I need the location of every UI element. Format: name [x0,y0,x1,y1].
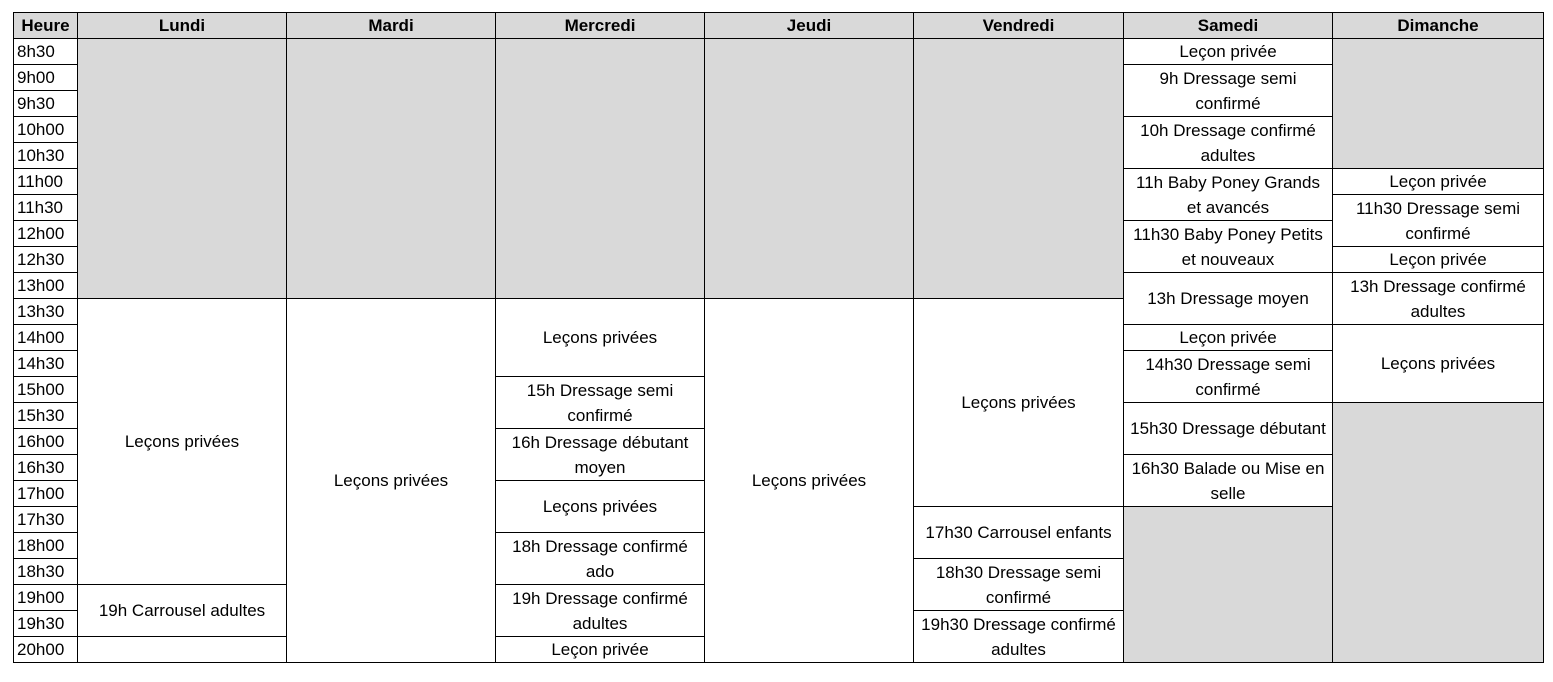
time-label: 14h00 [14,325,78,351]
time-label: 18h30 [14,559,78,585]
header-day-jeudi: Jeudi [705,13,914,39]
lesson-cell-lundi: Leçons privées [78,299,287,585]
lesson-cell-dimanche: Leçon privée [1333,169,1544,195]
empty-slot-samedi-evening [1124,507,1333,663]
schedule-container [13,12,1544,663]
lesson-cell-mercredi: Leçons privées [496,299,705,377]
time-label: 10h30 [14,143,78,169]
lesson-cell-samedi: 16h30 Balade ou Mise en selle [1124,455,1333,507]
time-label: 9h30 [14,91,78,117]
lesson-cell-dimanche: Leçon privée [1333,247,1544,273]
lesson-cell-samedi: 13h Dressage moyen [1124,273,1333,325]
time-label: 8h30 [14,39,78,65]
time-label: 11h00 [14,169,78,195]
time-label: 19h00 [14,585,78,611]
lesson-cell-vendredi: 18h30 Dressage semi confirmé [914,559,1124,611]
empty-slot-jeudi-morning [705,39,914,299]
header-day-dimanche: Dimanche [1333,13,1544,39]
lesson-cell-samedi: 9h Dressage semi confirmé [1124,65,1333,117]
lesson-cell-samedi: Leçon privée [1124,39,1333,65]
lesson-cell-samedi: 11h30 Baby Poney Petits et nouveaux [1124,221,1333,273]
lesson-cell-mardi: Leçons privées [287,299,496,663]
time-label: 16h00 [14,429,78,455]
lesson-cell-samedi: 15h30 Dressage débutant [1124,403,1333,455]
header-day-samedi: Samedi [1124,13,1333,39]
lesson-cell-samedi: Leçon privée [1124,325,1333,351]
time-label: 15h30 [14,403,78,429]
lesson-cell-mercredi: Leçon privée [496,637,705,663]
empty-slot-lundi-20h [78,637,287,663]
lesson-cell-mercredi: 19h Dressage confirmé adultes [496,585,705,637]
lesson-cell-dimanche: Leçons privées [1333,325,1544,403]
time-label: 17h00 [14,481,78,507]
time-label: 13h00 [14,273,78,299]
empty-slot-lundi-morning [78,39,287,299]
header-day-vendredi: Vendredi [914,13,1124,39]
time-label: 12h00 [14,221,78,247]
time-label: 17h30 [14,507,78,533]
time-label: 10h00 [14,117,78,143]
lesson-cell-mercredi: 16h Dressage débutant moyen [496,429,705,481]
lesson-cell-samedi: 11h Baby Poney Grands et avancés [1124,169,1333,221]
header-day-lundi: Lundi [78,13,287,39]
lesson-cell-samedi: 14h30 Dressage semi confirmé [1124,351,1333,403]
header-day-mardi: Mardi [287,13,496,39]
empty-slot-mardi-morning [287,39,496,299]
time-label: 9h00 [14,65,78,91]
time-label: 16h30 [14,455,78,481]
time-label: 20h00 [14,637,78,663]
lesson-cell-mercredi: 18h Dressage confirmé ado [496,533,705,585]
time-label: 19h30 [14,611,78,637]
time-label: 18h00 [14,533,78,559]
empty-slot-dimanche-evening [1333,403,1544,663]
empty-slot-mercredi-morning [496,39,705,299]
lesson-cell-vendredi: 19h30 Dressage confirmé adultes [914,611,1124,663]
header-day-mercredi: Mercredi [496,13,705,39]
time-label: 11h30 [14,195,78,221]
weekly-schedule-table [13,12,1544,663]
lesson-cell-vendredi: Leçons privées [914,299,1124,507]
lesson-cell-vendredi: 17h30 Carrousel enfants [914,507,1124,559]
lesson-cell-dimanche: 13h Dressage confirmé adultes [1333,273,1544,325]
empty-slot-vendredi-morning [914,39,1124,299]
lesson-cell-lundi: 19h Carrousel adultes [78,585,287,637]
lesson-cell-mercredi: 15h Dressage semi confirmé [496,377,705,429]
time-label: 13h30 [14,299,78,325]
header-time: Heure [14,13,78,39]
time-label: 12h30 [14,247,78,273]
lesson-cell-samedi: 10h Dressage confirmé adultes [1124,117,1333,169]
time-label: 15h00 [14,377,78,403]
header-row [14,13,1544,39]
time-row [14,39,1544,65]
empty-slot-dimanche-morning [1333,39,1544,169]
time-label: 14h30 [14,351,78,377]
lesson-cell-dimanche: 11h30 Dressage semi confirmé [1333,195,1544,247]
lesson-cell-jeudi: Leçons privées [705,299,914,663]
lesson-cell-mercredi: Leçons privées [496,481,705,533]
